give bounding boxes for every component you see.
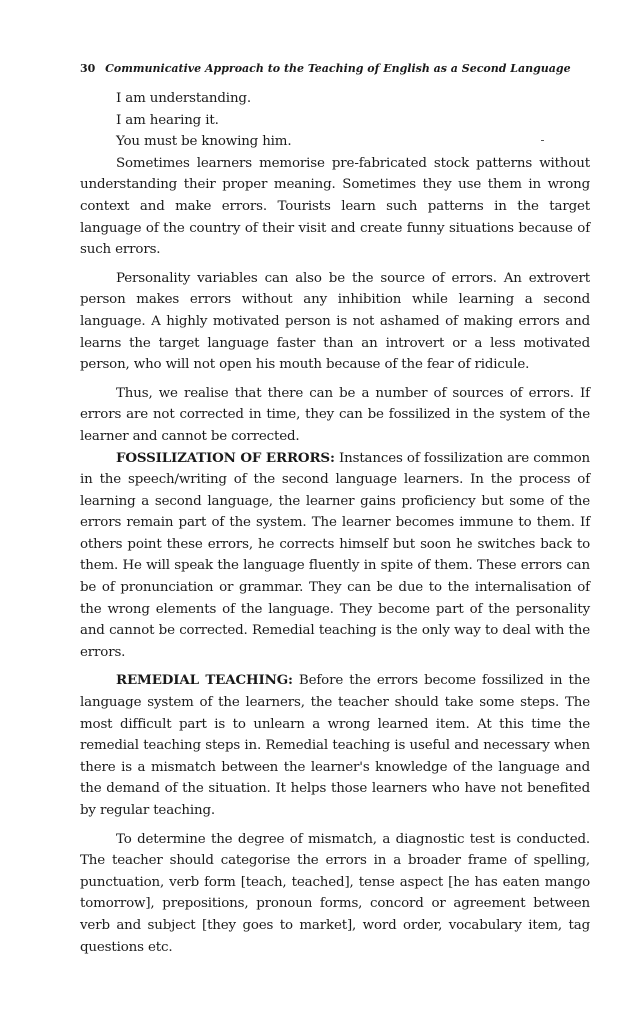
paragraph-diagnostic (80, 829, 590, 959)
paragraph-text: Personality variables can also be the source of errors. An extrovert person makes errors without any inhibition while learning a second language. A highly motivated person is not ashamed of making errors and learns the target language faster than an introvert or a less motivated person, who will not open his mouth because of the fear of ridicule. (80, 270, 590, 373)
running-head (80, 62, 590, 76)
example-sentence: You must be knowing him. (116, 134, 292, 150)
paragraph-text: Sometimes learners memorise pre-fabricated stock patterns without understanding their proper meaning. Sometimes they use them in wrong context and make errors. Tourists learn such patterns in the target language of the country of their visit and create funny situations because of such errors. (80, 155, 590, 258)
page-number: 30 (80, 62, 96, 75)
paragraph-stock-patterns (80, 153, 590, 261)
running-head-title: Communicative Approach to the Teaching of English as a Second Language (105, 62, 571, 75)
example-sentence: I am understanding. (116, 91, 251, 106)
paragraph-remedial (80, 670, 590, 821)
example-sentence: I am hearing it. (116, 112, 219, 128)
paragraph-sources (80, 383, 590, 448)
paragraph-fossilization (80, 448, 590, 664)
section-heading-remedial: REMEDIAL TEACHING: (116, 672, 293, 689)
paragraph-personality (80, 268, 590, 376)
section-heading-fossilization: FOSSILIZATION OF ERRORS: (116, 449, 335, 466)
paragraph-text: To determine the degree of mismatch, a diagnostic test is conducted. The teacher should categorise the errors in a broader frame of spelling, punctuation, verb form [teach, teached], tense aspect [he has eaten mango tomorrow], prepositions, pronoun forms, concord or agreement between verb and subject [they goes to market], word order, vocabulary item, tag questions etc. (80, 831, 590, 955)
body-text (80, 88, 590, 958)
paragraph-text: Instances of fossilization are common in the speech/writing of the second language learners. In the process of learning a second language, the learner gains proficiency but some of the errors remain part of the system. The learner becomes immune to them. If others point these errors, he corrects himself but soon he switches back to them. He will speak the language fluently in spite of them. These errors can be of pronunciation or grammar. They can be due to the internalisation of the wrong elements of the language. They become part of the personality and cannot be corrected. Remedial teaching is the only way to deal with the errors. (80, 450, 590, 660)
paragraph-text: Thus, we realise that there can be a number of sources of errors. If errors are not corrected in time, they can be fossilized in the system of the learner and cannot be corrected. (80, 385, 590, 444)
paragraph-text: Before the errors become fossilized in the language system of the learners, the teacher should take some steps. The most difficult part is to unlearn a wrong learned item. At this time the remedial teaching steps in. Remedial teaching is useful and necessary when there is a mismatch between the learner's knowledge of the language and the demand of the situation. It helps those learners who have not benefited by regular teaching. (80, 673, 590, 818)
